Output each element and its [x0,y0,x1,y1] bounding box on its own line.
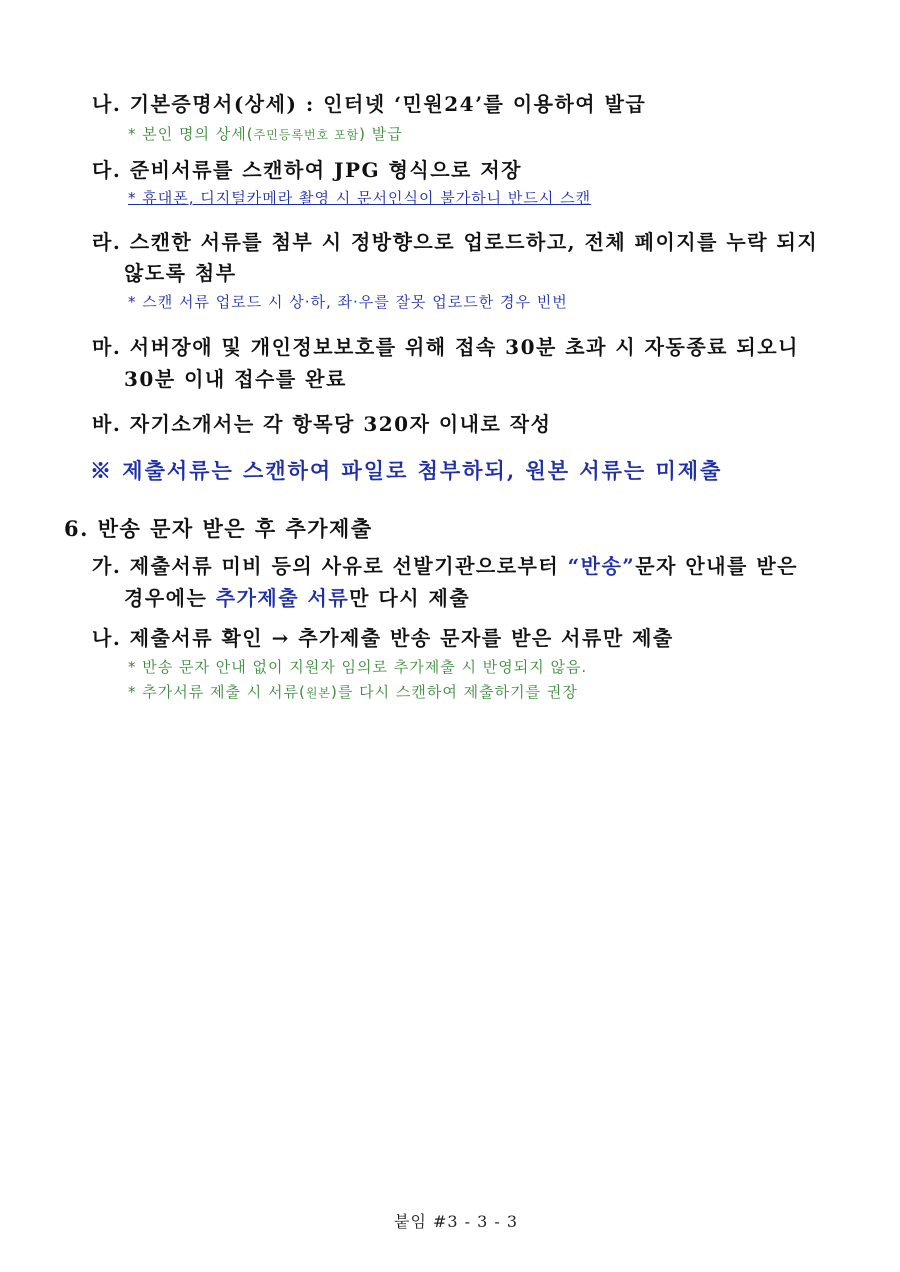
item-ba-self-intro: 바. 자기소개서는 각 항목당 320자 이내로 작성 [92,412,552,436]
item-ga-return-line2: 경우에는 추가제출 서류만 다시 제출 [124,586,471,610]
item-ga-return-line1: 가. 제출서류 미비 등의 사유로 선발기관으로부터 “반송”문자 안내를 받은 [92,554,798,578]
note-na-rescan-recommended: * 추가서류 제출 시 서류(원본)를 다시 스캔하여 제출하기를 권장 [128,683,578,701]
page-footer: 붙임 #3 - 3 - 3 [394,1212,519,1231]
item-ra-upload-line1: 라. 스캔한 서류를 첨부 시 정방향으로 업로드하고, 전체 페이지를 누락 되지 [92,230,819,254]
item-na-basic-certificate: 나. 기본증명서(상세) : 인터넷 ‘민원24’를 이용하여 발급 [92,92,647,116]
section-6-heading: 6. 반송 문자 받은 후 추가제출 [64,516,373,541]
note-na-not-reflected: * 반송 문자 안내 없이 지원자 임의로 추가제출 시 반영되지 않음. [128,658,588,676]
note-na-basic-certificate: * 본인 명의 상세(주민등록번호 포함) 발급 [128,125,403,143]
item-na-confirm-docs: 나. 제출서류 확인 → 추가제출 반송 문자를 받은 서류만 제출 [92,626,674,650]
note-ra-orientation: * 스캔 서류 업로드 시 상·하, 좌·우를 잘못 업로드한 경우 빈번 [128,293,568,311]
note-da-scan-required: * 휴대폰, 디지털카메라 촬영 시 문서인식이 불가하니 반드시 스캔 [128,189,592,207]
warning-no-originals: ※ 제출서류는 스캔하여 파일로 첨부하되, 원본 서류는 미제출 [90,458,723,483]
item-da-save-jpg: 다. 준비서류를 스캔하여 JPG 형식으로 저장 [92,158,522,182]
item-ra-upload-line2: 않도록 첨부 [124,261,237,285]
item-ma-timeout-line1: 마. 서버장애 및 개인정보보호를 위해 접속 30분 초과 시 자동종료 되오니 [92,335,799,359]
item-ma-timeout-line2: 30분 이내 접수를 완료 [124,367,347,391]
